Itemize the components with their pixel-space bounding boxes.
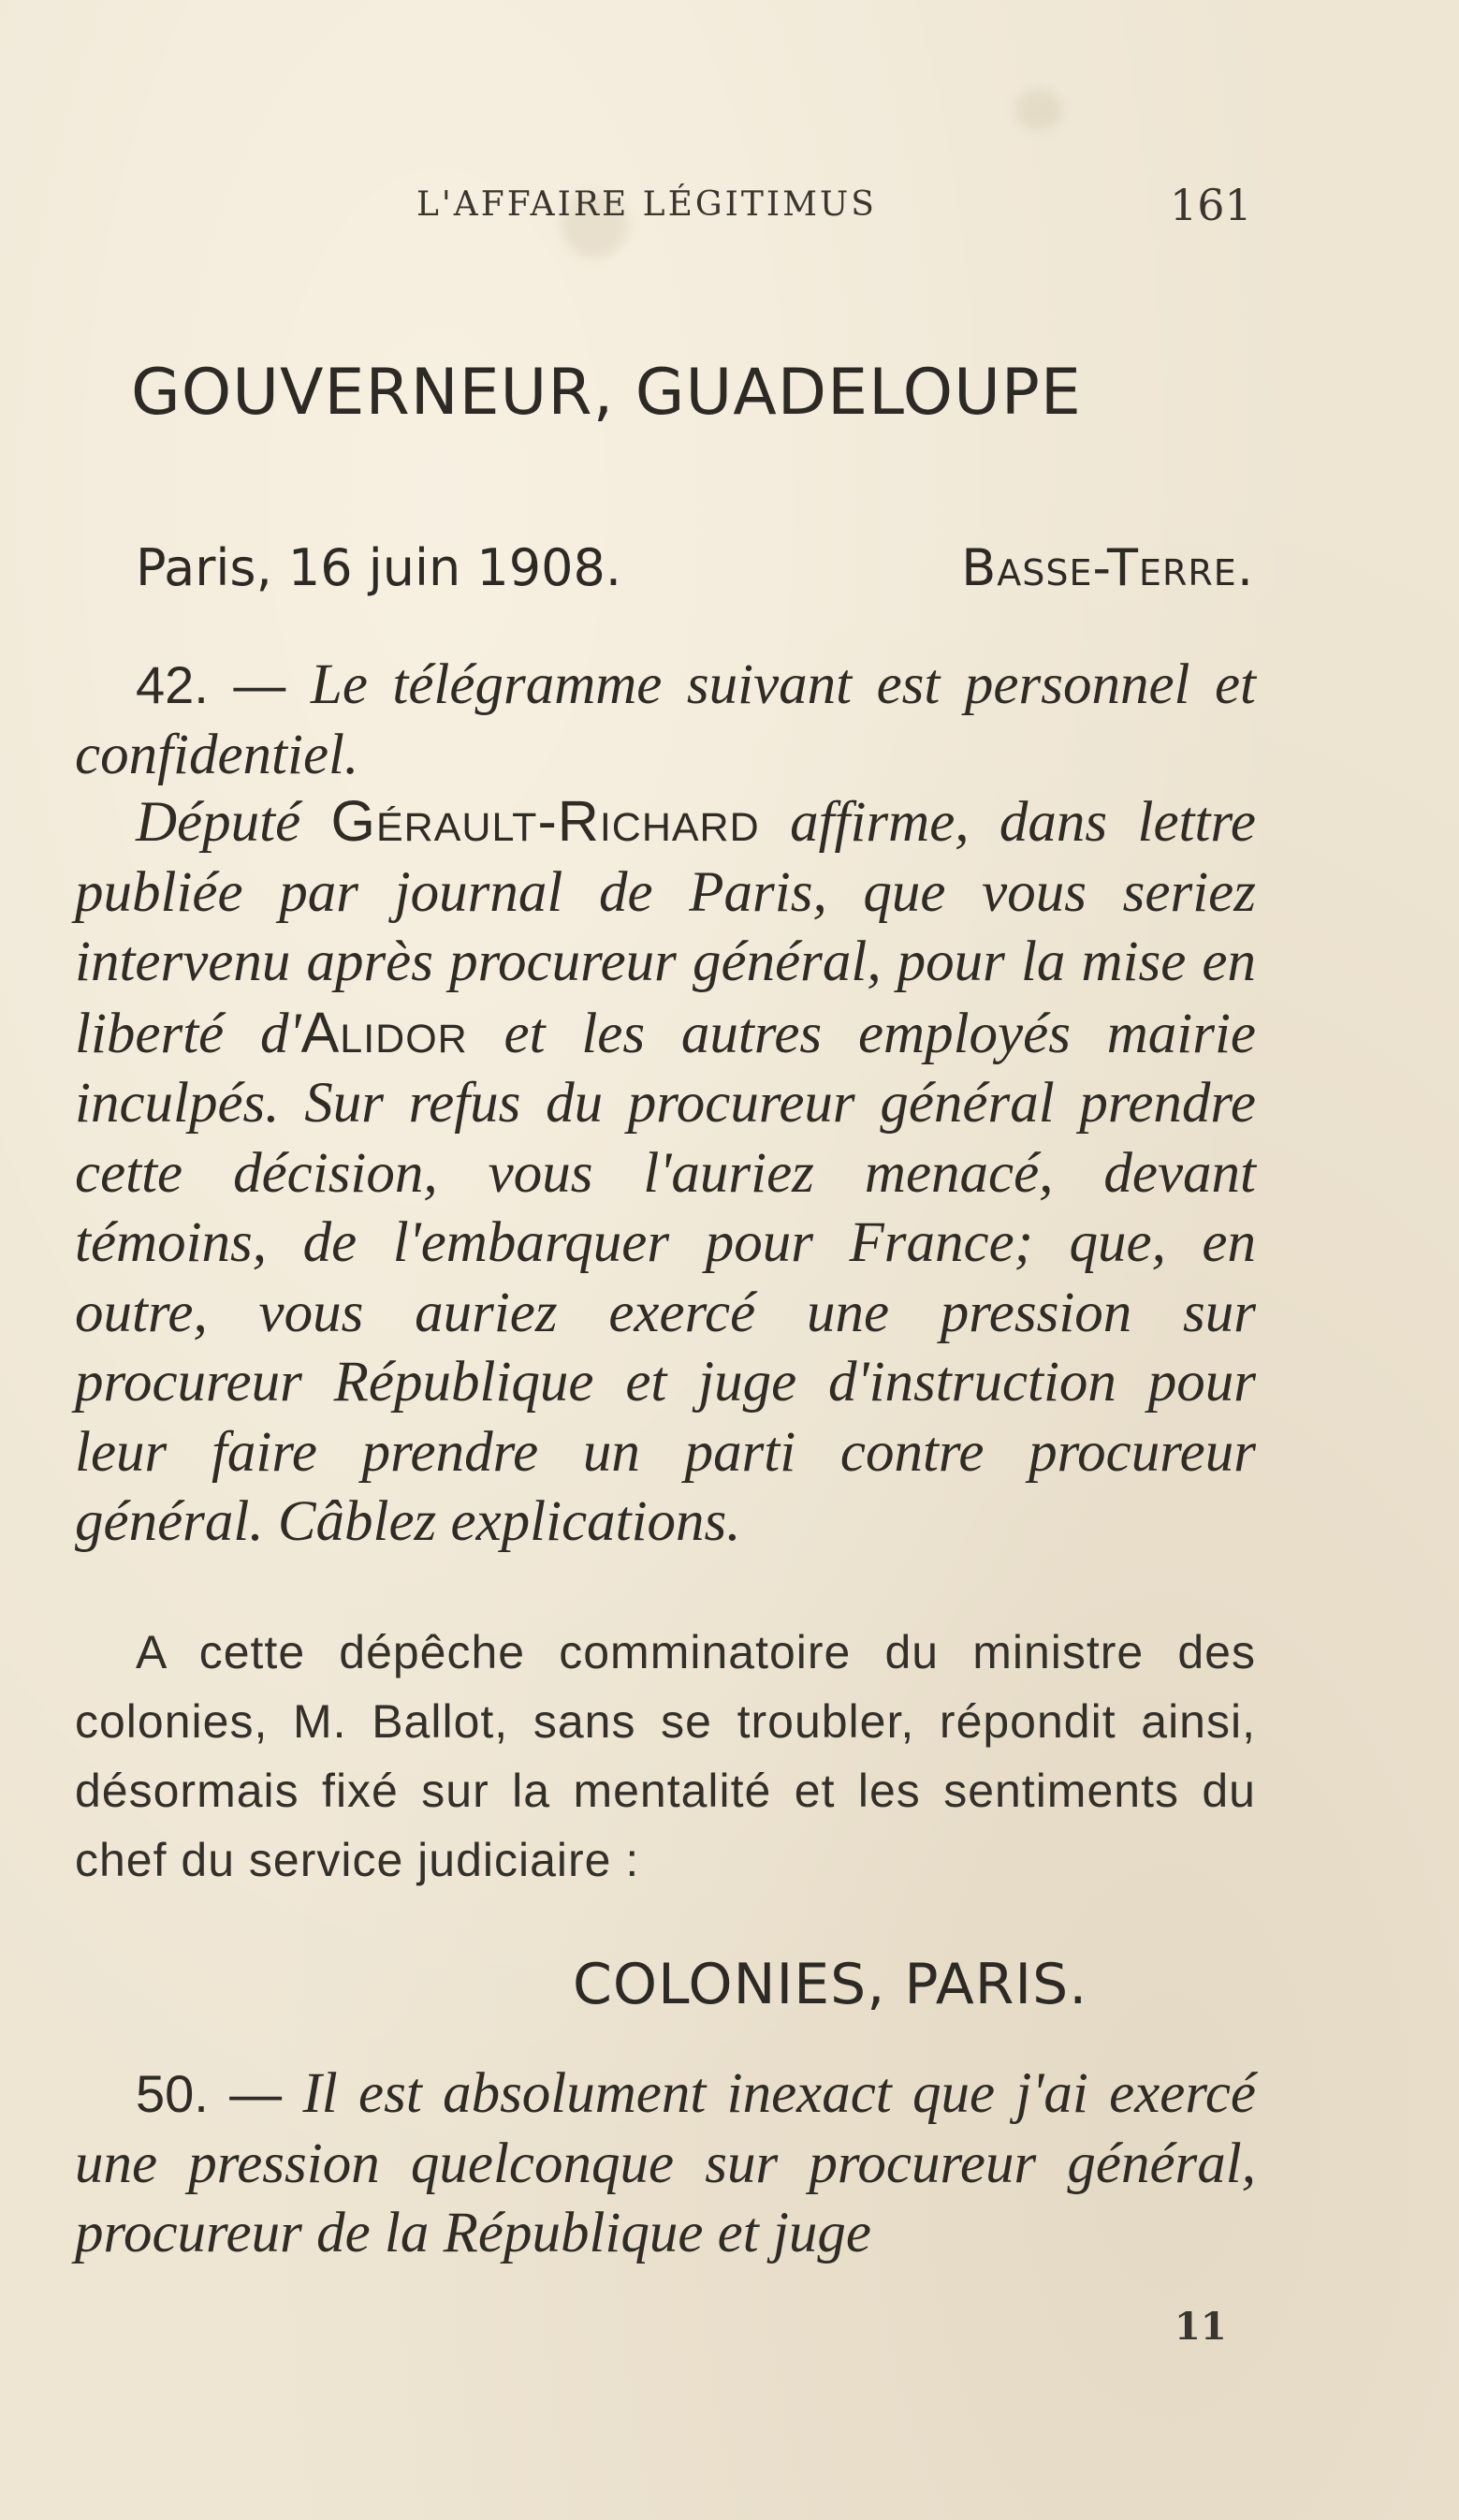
page-number: 161: [1170, 180, 1252, 230]
narration-paragraph: A cette dépêche comminatoire du ministre des colonies, M. Ballot, sans se troubler, répondit ainsi, désormais fixé sur la mentalité et les sentiments du chef du service judiciaire :: [75, 1626, 1256, 1886]
telegram-reply-dash: —: [229, 2064, 283, 2123]
person-name-gerault-richard: Gérault-Richard: [330, 789, 760, 853]
body-part-3: et les autres employés mairie inculpés. Sur refus du procureur général prendre cette décision, vous l'auriez menacé, devant témoins, de l'embarquer pour France; que, en outre, vous auriez exercé une pression sur procureur République et juge d'instruction pour leur faire prendre un parti contre procureur général. Câblez explications.: [75, 1002, 1256, 1553]
telegram-dateline: [136, 538, 1254, 597]
body-part-2: affirme, dans lettre publiée par journal de Paris, que vous seriez intervenu après procureur général, pour la mise en liberté d': [75, 791, 1257, 1065]
dateline-date: Paris, 16 juin 1908.: [136, 538, 621, 597]
telegram-heading-gouverneur: GOUVERNEUR, GUADELOUPE: [131, 356, 1082, 430]
telegram-heading-colonies: COLONIES, PARIS.: [573, 1952, 1088, 2017]
telegram-number: 42.: [136, 655, 209, 714]
paper-stain: [1015, 89, 1062, 131]
telegram-intro-text: Le télégramme suivant est personnel et confidentiel.: [75, 653, 1256, 786]
telegram-dash: —: [233, 655, 286, 714]
body-part-1: Député: [136, 791, 301, 854]
telegram-reply-text: Il est absolument inexact que j'ai exercé une pression quelconque sur procureur général, procureur de la République et juge: [75, 2062, 1256, 2264]
telegram-reply-paragraph: [75, 2059, 1256, 2269]
running-head: L'AFFAIRE LÉGITIMUS: [416, 185, 877, 224]
telegram-intro-paragraph: [75, 651, 1256, 790]
person-name-alidor: Alidor: [300, 1000, 468, 1064]
signature-mark: 11: [1174, 2305, 1227, 2349]
telegram-body-paragraph: [75, 786, 1256, 1558]
telegram-reply-number: 50.: [136, 2064, 209, 2123]
dateline-destination: Basse-Terre.: [961, 538, 1254, 597]
